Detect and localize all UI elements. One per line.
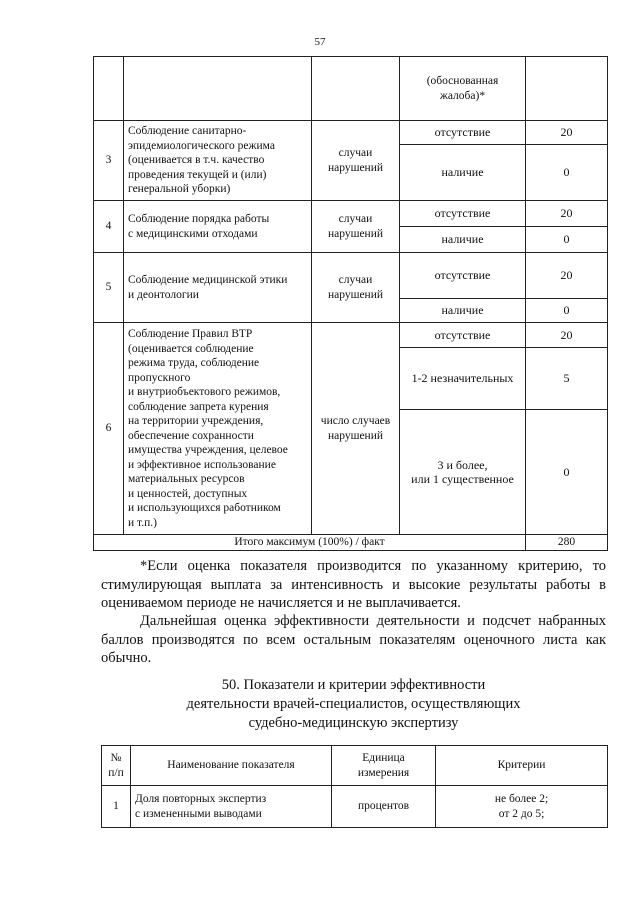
indicator-name: Соблюдение санитарно- эпидемиологического режима (оценивается в т.ч. качество проведения текущей и (или) генеральной уборки) bbox=[124, 121, 312, 201]
criterion-score: 20 bbox=[526, 121, 608, 145]
criterion-label: отсутствие bbox=[400, 323, 526, 348]
row-number: 1 bbox=[102, 786, 131, 828]
page-number: 57 bbox=[314, 36, 326, 48]
total-value: 280 bbox=[526, 535, 608, 551]
criterion-label: отсутствие bbox=[400, 121, 526, 145]
criterion-label: наличие bbox=[400, 227, 526, 253]
indicators-table bbox=[101, 745, 608, 828]
criterion-label: 3 и более, или 1 существенное bbox=[400, 410, 526, 535]
row-number: 5 bbox=[94, 253, 124, 323]
criterion-score bbox=[526, 57, 608, 121]
table-row bbox=[94, 201, 608, 227]
table-row bbox=[94, 323, 608, 348]
section-heading bbox=[101, 676, 606, 733]
header-criteria: Критерии bbox=[436, 746, 608, 786]
criterion-score: 0 bbox=[526, 227, 608, 253]
indicator-name: Доля повторных экспертиз с измененными выводами bbox=[131, 786, 332, 828]
criterion-label: (обоснованная жалоба)* bbox=[400, 57, 526, 121]
unit: случаи нарушений bbox=[312, 253, 400, 323]
footnote-paragraph: *Если оценка показателя производится по указанному критерию, то стимулирующая выплата за интенсивность и высокие результаты работы в оцениваемом периоде не начисляется и не выплачивается. bbox=[101, 558, 606, 611]
criterion-score: 5 bbox=[526, 348, 608, 410]
unit: процентов bbox=[332, 786, 436, 828]
criterion-score: 20 bbox=[526, 201, 608, 227]
unit bbox=[312, 57, 400, 121]
total-row bbox=[94, 535, 608, 551]
indicator-name: Соблюдение Правил ВТР (оценивается соблюдение режима труда, соблюдение пропускного и внутриобъектового режимов, соблюдение запрета курения на территории учреждения, обеспечение сохранности имущества учреждения, целевое и эффективное использование материальных ресурсов и ценностей, доступных и использующихся работником и т.п.) bbox=[124, 323, 312, 535]
criteria: не более 2; от 2 до 5; bbox=[436, 786, 608, 828]
indicator-name bbox=[124, 57, 312, 121]
criterion-label: наличие bbox=[400, 299, 526, 323]
row-number bbox=[94, 57, 124, 121]
continuation-paragraph: Дальнейшая оценка эффективности деятельности и подсчет набранных баллов производятся по всем остальным показателям оценочного листа как обычно. bbox=[101, 613, 606, 666]
criterion-label: отсутствие bbox=[400, 253, 526, 299]
header-name: Наименование показателя bbox=[131, 746, 332, 786]
table-row bbox=[94, 121, 608, 145]
row-number: 3 bbox=[94, 121, 124, 201]
table-header-row bbox=[102, 746, 608, 786]
table-row bbox=[94, 253, 608, 299]
section-heading-line: судебно-медицинскую экспертизу bbox=[248, 715, 459, 731]
criterion-label: отсутствие bbox=[400, 201, 526, 227]
criterion-score: 20 bbox=[526, 323, 608, 348]
criterion-score: 0 bbox=[526, 145, 608, 201]
indicator-name: Соблюдение медицинской этики и деонтологии bbox=[124, 253, 312, 323]
criterion-label: наличие bbox=[400, 145, 526, 201]
section-heading-line: деятельности врачей-специалистов, осуществляющих bbox=[186, 696, 521, 712]
unit: случаи нарушений bbox=[312, 121, 400, 201]
unit: число случаев нарушений bbox=[312, 323, 400, 535]
criterion-score: 20 bbox=[526, 253, 608, 299]
criterion-score: 0 bbox=[526, 299, 608, 323]
section-heading-line: 50. Показатели и критерии эффективности bbox=[221, 677, 486, 693]
indicator-name: Соблюдение порядка работы с медицинскими отходами bbox=[124, 201, 312, 253]
criterion-label: 1-2 незначительных bbox=[400, 348, 526, 410]
table-row bbox=[94, 57, 608, 121]
criterion-score: 0 bbox=[526, 410, 608, 535]
row-number: 4 bbox=[94, 201, 124, 253]
row-number: 6 bbox=[94, 323, 124, 535]
header-num: № п/п bbox=[102, 746, 131, 786]
table-row bbox=[102, 786, 608, 828]
header-unit: Единица измерения bbox=[332, 746, 436, 786]
total-label: Итого максимум (100%) / факт bbox=[94, 535, 526, 551]
criteria-table bbox=[93, 56, 608, 551]
unit: случаи нарушений bbox=[312, 201, 400, 253]
